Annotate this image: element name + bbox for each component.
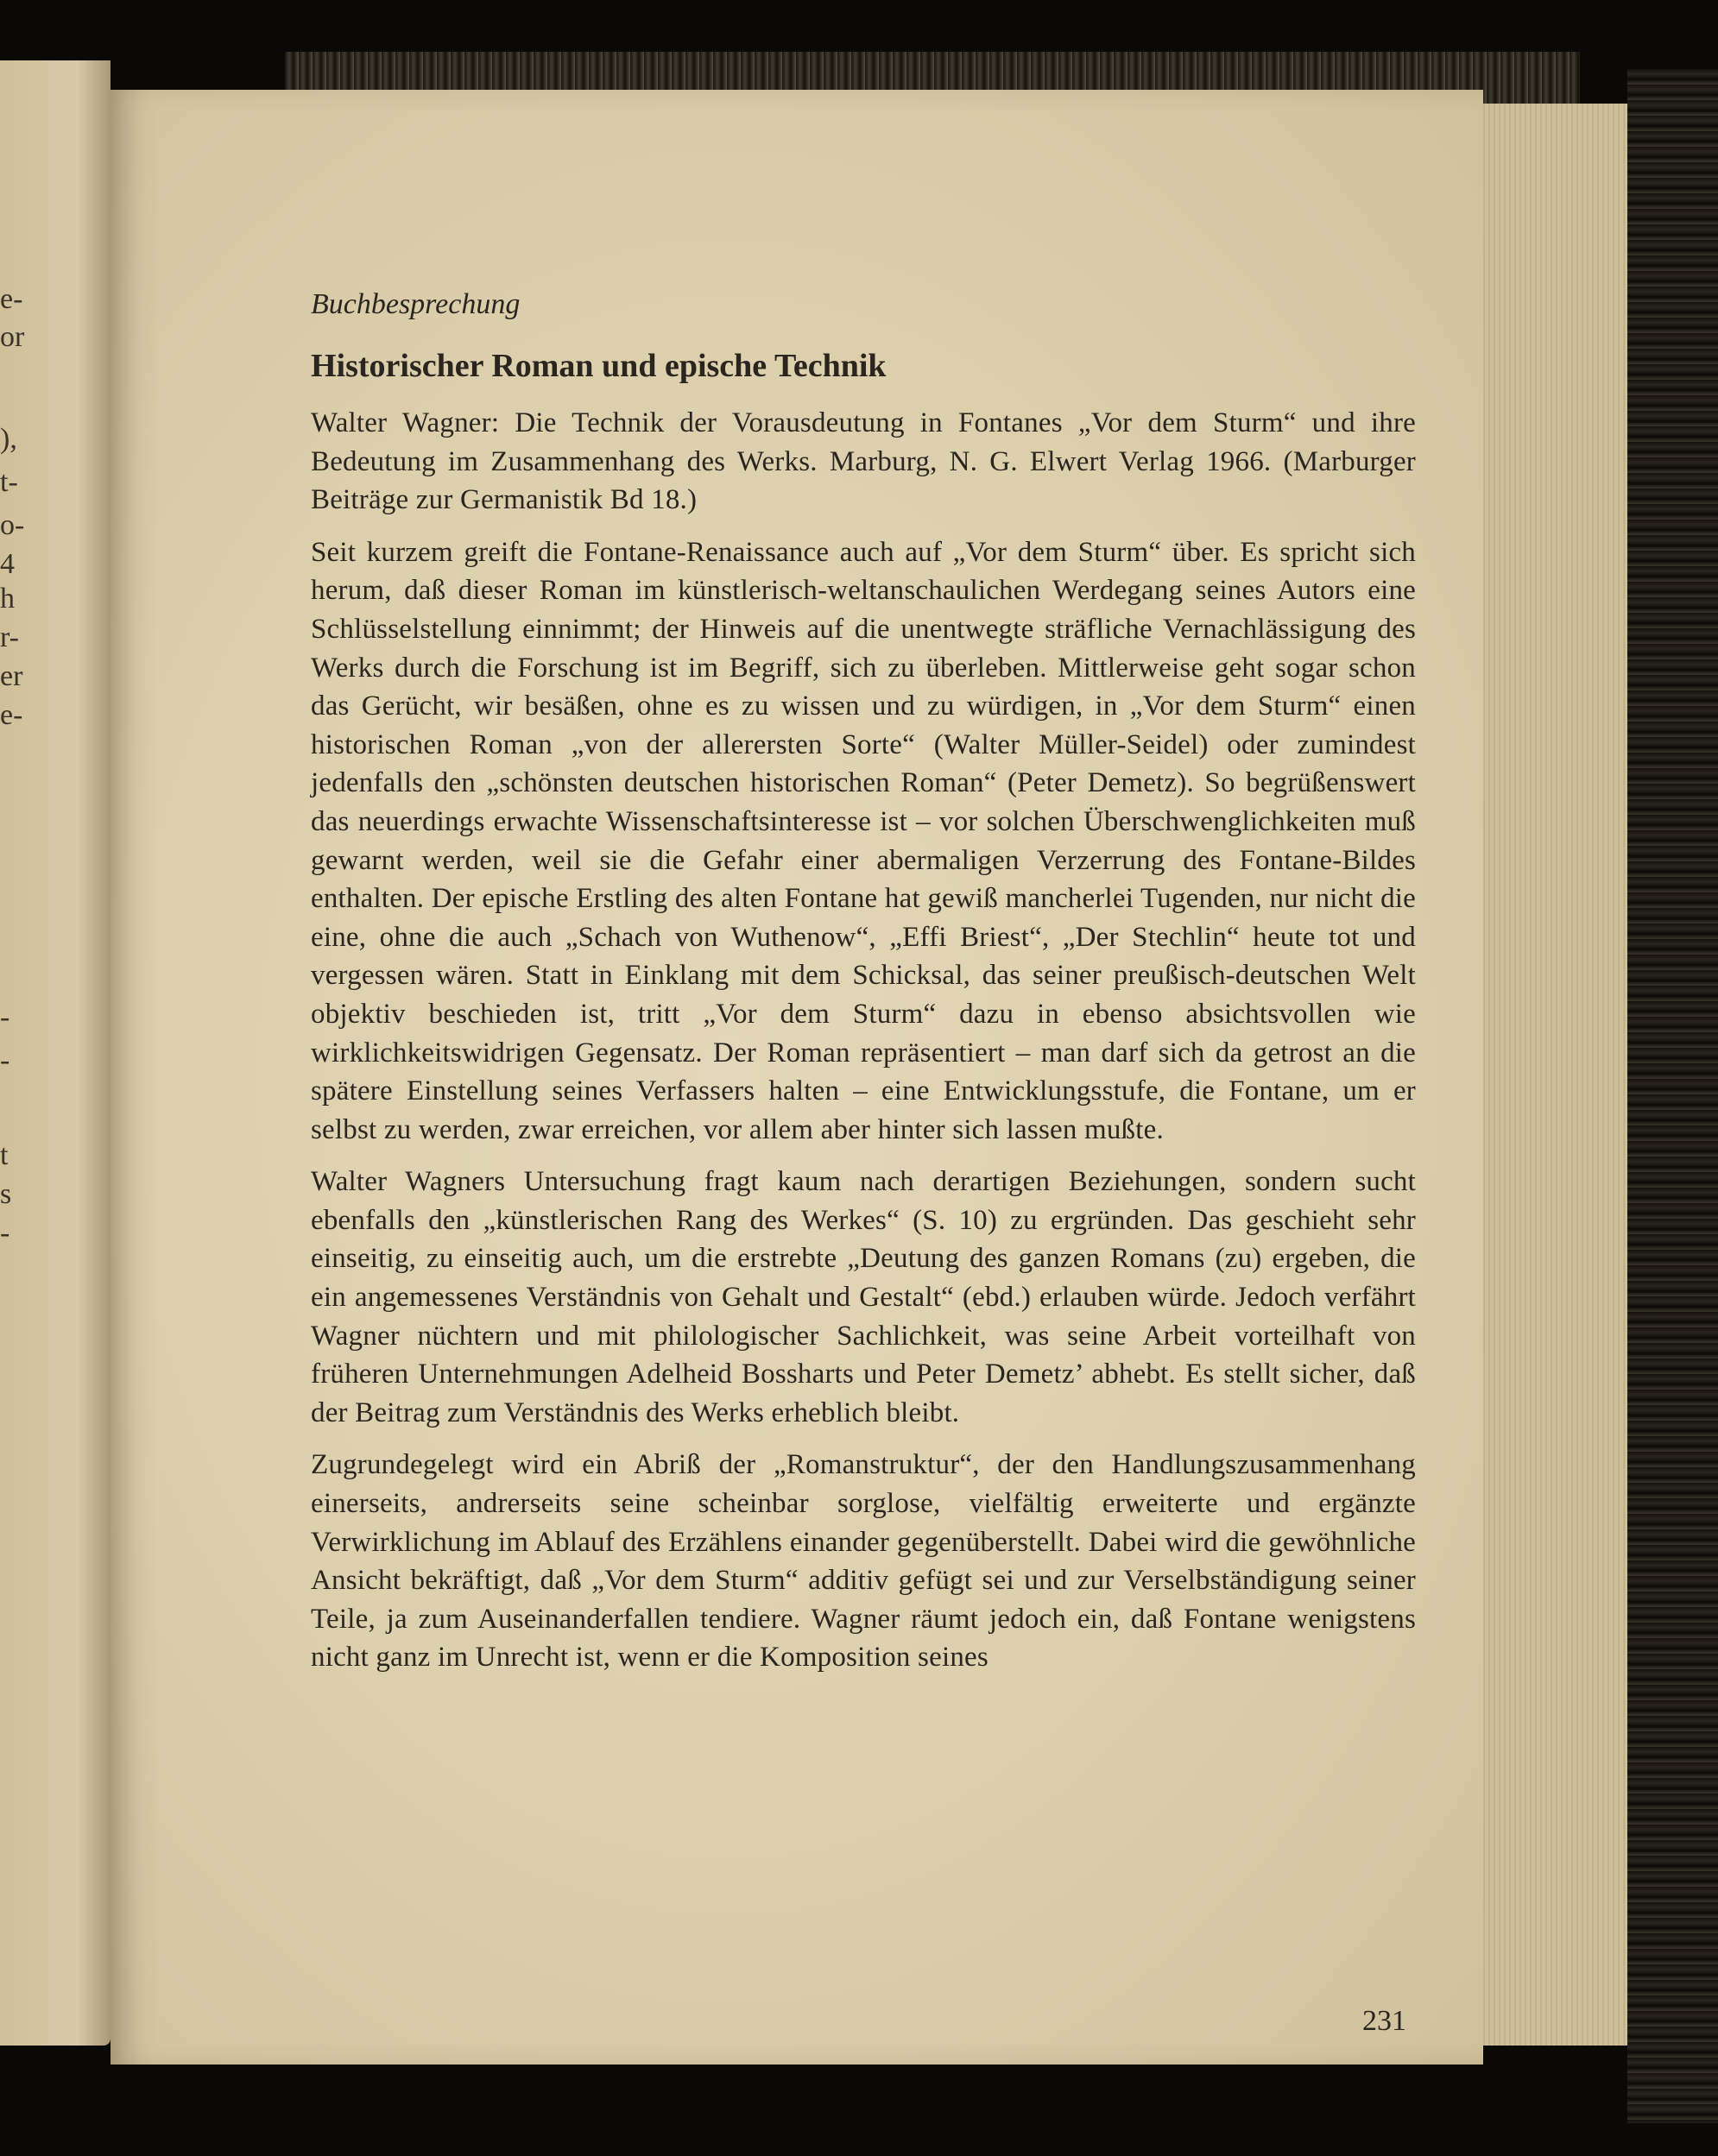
left-page-fragment: -	[0, 1217, 10, 1249]
book-spine	[1627, 69, 1718, 2123]
left-page-fragment: -	[0, 1001, 10, 1033]
page-content	[311, 288, 1416, 1691]
left-page-fragment: o-	[0, 509, 25, 541]
left-page-fragment: -	[0, 1044, 10, 1076]
left-page-fragment: t-	[0, 466, 18, 498]
left-page-fragment: or	[0, 321, 25, 353]
left-page-fragment: h	[0, 583, 15, 615]
left-page-fragment: r-	[0, 621, 19, 653]
left-page-fragment: e-	[0, 699, 23, 731]
book-page	[111, 90, 1483, 2065]
left-page-fragment: er	[0, 660, 23, 692]
left-page-fragment: 4	[0, 548, 15, 580]
left-page-fragment: ),	[0, 423, 17, 455]
section-label: Buchbesprechung	[311, 288, 521, 320]
page-stack-edge	[1481, 104, 1633, 2046]
paragraph: Walter Wagners Untersuchung fragt kaum nach derartigen Beziehungen, sondern sucht ebenfalls den „künstlerischen Rang des Werkes“ (S. 10) zu ergründen. Das geschieht sehr einseitig, zu einseitig auch, um die erstrebte „Deutung des ganzen Romans (zu) ergeben, die ein angemessenes Verständnis von Gehalt und Gestalt“ (ebd.) erlauben würde. Jedoch verfährt Wagner nüchtern und mit philologischer Sachlichkeit, was seine Arbeit vorteilhaft von früheren Unternehmungen Adelheid Bossharts und Peter Demetz’ abhebt. Es stellt sicher, daß der Beitrag zum Verständnis des Werks erheblich bleibt.	[311, 1166, 1416, 1428]
article-title: Historischer Roman und epische Technik	[311, 348, 887, 384]
paragraph: Seit kurzem greift die Fontane-Renaissance auch auf „Vor dem Sturm“ über. Es spricht sich herum, daß dieser Roman im künstlerisch-weltanschaulichen Werdegang seines Autors eine Schlüsselstellung einnimmt; der Hinweis auf die unentwegte sträfliche Vernachlässigung des Werks durch die Forschung ist im Begriff, sich zu überleben. Mittlerweise geht sogar schon das Gerücht, wir besäßen, ohne es zu wissen und zu würdigen, in „Vor dem Sturm“ einen historischen Roman „von der allerersten Sorte“ (Walter Müller-Seidel) oder zumindest jedenfalls den „schönsten deutschen historischen Roman“ (Peter Demetz). So begrüßenswert das neuerdings erwachte Wissenschaftsinteresse ist – vor solchen Überschwenglichkeiten muß gewarnt werden, weil sie die Gefahr einer abermaligen Verzerrung des Fontane-Bildes enthalten. Der epische Erstling des alten Fontane hat gewiß mancherlei Tugenden, nur nicht die eine, ohne die auch „Schach von Wuthenow“, „Effi Briest“, „Der Stechlin“ heute tot und vergessen wären. Statt in Einklang mit dem Schicksal, das seiner preußisch-deutschen Welt objektiv beschieden ist, tritt „Vor dem Sturm“ dazu in ebenso absichtsvollen wie wirklichkeitswidrigen Gegensatz. Der Roman repräsentiert – man darf sich da getrost an die spätere Einstellung seines Verfassers halten – eine Entwicklungsstufe, die Fontane, um er selbst zu werden, zwar erreichen, vor allem aber hinter sich lassen mußte.	[311, 536, 1416, 1145]
left-page-edge	[0, 60, 111, 2046]
citation: Walter Wagner: Die Technik der Vorausdeutung in Fontanes „Vor dem Sturm“ und ihre Bedeutung im Zusammenhang des Werks. Marburg, N. G. Elwert Verlag 1966. (Marburger Beiträge zur Germanistik Bd 18.)	[311, 407, 1416, 516]
left-page-fragment: t	[0, 1139, 9, 1171]
page-number: 231	[1362, 2005, 1406, 2037]
left-page-fragment: s	[0, 1178, 12, 1210]
paragraph: Zugrundegelegt wird ein Abriß der „Romanstruktur“, der den Handlungszusammenhang einerseits, andrerseits seine scheinbar sorglose, vielfältig erweiterte und ergänzte Verwirklichung im Ablauf des Erzählens einander gegenüberstellt. Dabei wird die gewöhnliche Ansicht bekräftigt, daß „Vor dem Sturm“ additiv gefügt sei und zur Verselbständigung seiner Teile, ja zum Auseinanderfallen tendiere. Wagner räumt jedoch ein, daß Fontane wenigstens nicht ganz im Unrecht ist, wenn er die Komposition seines	[311, 1449, 1416, 1674]
left-page-fragment: e-	[0, 283, 23, 315]
